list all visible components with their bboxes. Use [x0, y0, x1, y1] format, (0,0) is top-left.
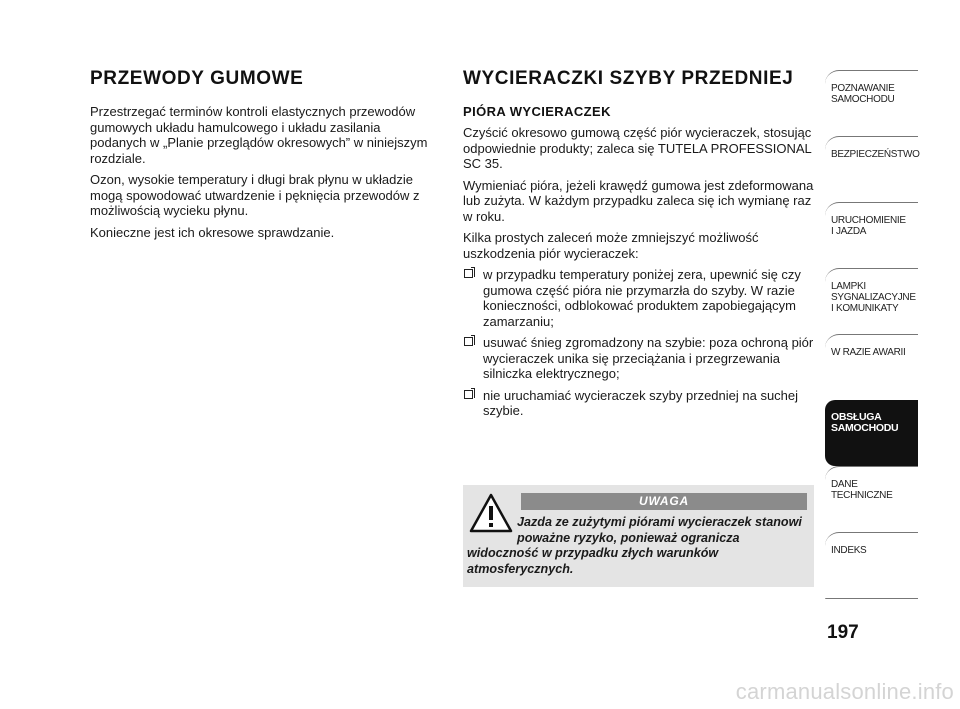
- chapter-tab[interactable]: [825, 532, 918, 598]
- chapter-tab-label: OBSŁUGA: [831, 411, 882, 423]
- paragraph: Kilka prostych zaleceń może zmniejszyć możliwość uszkodzenia piór wycieraczek:: [463, 230, 759, 261]
- paragraph: Czyścić okresowo gumową część piór wycieraczek, stosując odpowiednie produkty; zaleca się TUTELA PROFESSIONAL SC 35.: [463, 125, 812, 171]
- chapter-tab-label: SYGNALIZACYJNE: [831, 292, 916, 303]
- chapter-tab[interactable]: [825, 268, 918, 334]
- list-item: [463, 388, 815, 419]
- list-item: [463, 335, 815, 382]
- paragraph: Przestrzegać terminów kontroli elastycznych przewodów gumowych układu hamulcowego i układu zasilania podanych w „Planie przeglądów okresowych” w niniejszym rozdziale.: [90, 104, 428, 166]
- section-title-wipers: WYCIERACZKI SZYBY PRZEDNIEJ: [463, 68, 794, 89]
- page-number: 197: [827, 622, 859, 643]
- chapter-tab-label: SAMOCHODU: [831, 94, 895, 105]
- chapter-tabs: [825, 70, 918, 599]
- chapter-tab-label: DANE: [831, 479, 858, 490]
- chapter-tab-label: BEZPIECZEŃSTWO: [831, 149, 920, 160]
- warning-text: Jazda ze zużytymi piórami wycieraczek stanowi poważne ryzyko, ponieważ ogranicza widoczność w przypadku złych warunków atmosferycznych.: [467, 515, 802, 576]
- chapter-tab[interactable]: [825, 400, 918, 466]
- checkbox-bullet-icon: [464, 269, 473, 278]
- chapter-tab-label: I JAZDA: [831, 226, 867, 237]
- right-column: [463, 68, 815, 425]
- checkbox-bullet-icon: [464, 390, 473, 399]
- warning-box: [463, 485, 814, 587]
- chapter-tab[interactable]: [825, 202, 918, 268]
- chapter-tab-label: LAMPKI: [831, 281, 866, 292]
- warning-title: UWAGA: [521, 493, 807, 510]
- list-item-text: nie uruchamiać wycieraczek szyby przedniej na suchej szybie.: [483, 387, 799, 418]
- checkbox-bullet-icon: [464, 337, 473, 346]
- chapter-tab[interactable]: [825, 334, 918, 400]
- section-title-hoses: PRZEWODY GUMOWE: [90, 68, 304, 89]
- chapter-tab-label: I KOMUNIKATY: [831, 303, 899, 314]
- chapter-tab-label: TECHNICZNE: [831, 490, 893, 501]
- watermark: carmanualsonline.info: [735, 679, 954, 704]
- chapter-tab[interactable]: [825, 136, 918, 202]
- paragraph: Wymieniać pióra, jeżeli krawędź gumowa jest zdeformowana lub zużyta. W każdym przypadku zaleca się ich wymianę raz w roku.: [463, 177, 814, 224]
- chapter-tab-label: W RAZIE AWARII: [831, 347, 906, 358]
- chapter-tab[interactable]: [825, 466, 918, 532]
- list-item-text: w przypadku temperatury poniżej zera, upewnić się czy gumowa część pióra nie przymarzła do szyby. W razie konieczności, odblokować produktem zapobiegającym zamarzaniu;: [483, 267, 801, 329]
- chapter-tab-label: POZNAWANIE: [831, 83, 895, 94]
- recommendation-list: [463, 267, 815, 419]
- chapter-tab-label: INDEKS: [831, 545, 867, 556]
- subsection-title-blades: PIÓRA WYCIERACZEK: [463, 104, 611, 119]
- paragraph: Ozon, wysokie temperatury i długi brak płynu w układzie mogą spowodować utwardzenie i pęknięcia przewodów z możliwością wycieku płynu.: [90, 172, 420, 218]
- paragraph: Konieczne jest ich okresowe sprawdzanie.: [90, 224, 335, 240]
- list-item: [463, 267, 815, 329]
- tab-bottom-rule: [825, 598, 918, 599]
- chapter-tab[interactable]: [825, 70, 918, 136]
- list-item-text: usuwać śnieg zgromadzony na szybie: poza ochroną piór wycieraczek unika się przeciążania i przegrzewania silniczka elektrycznego;: [483, 335, 814, 381]
- left-column: [90, 68, 435, 246]
- chapter-tab-label: SAMOCHODU: [831, 422, 899, 434]
- chapter-tab-label: URUCHOMIENIE: [831, 215, 906, 226]
